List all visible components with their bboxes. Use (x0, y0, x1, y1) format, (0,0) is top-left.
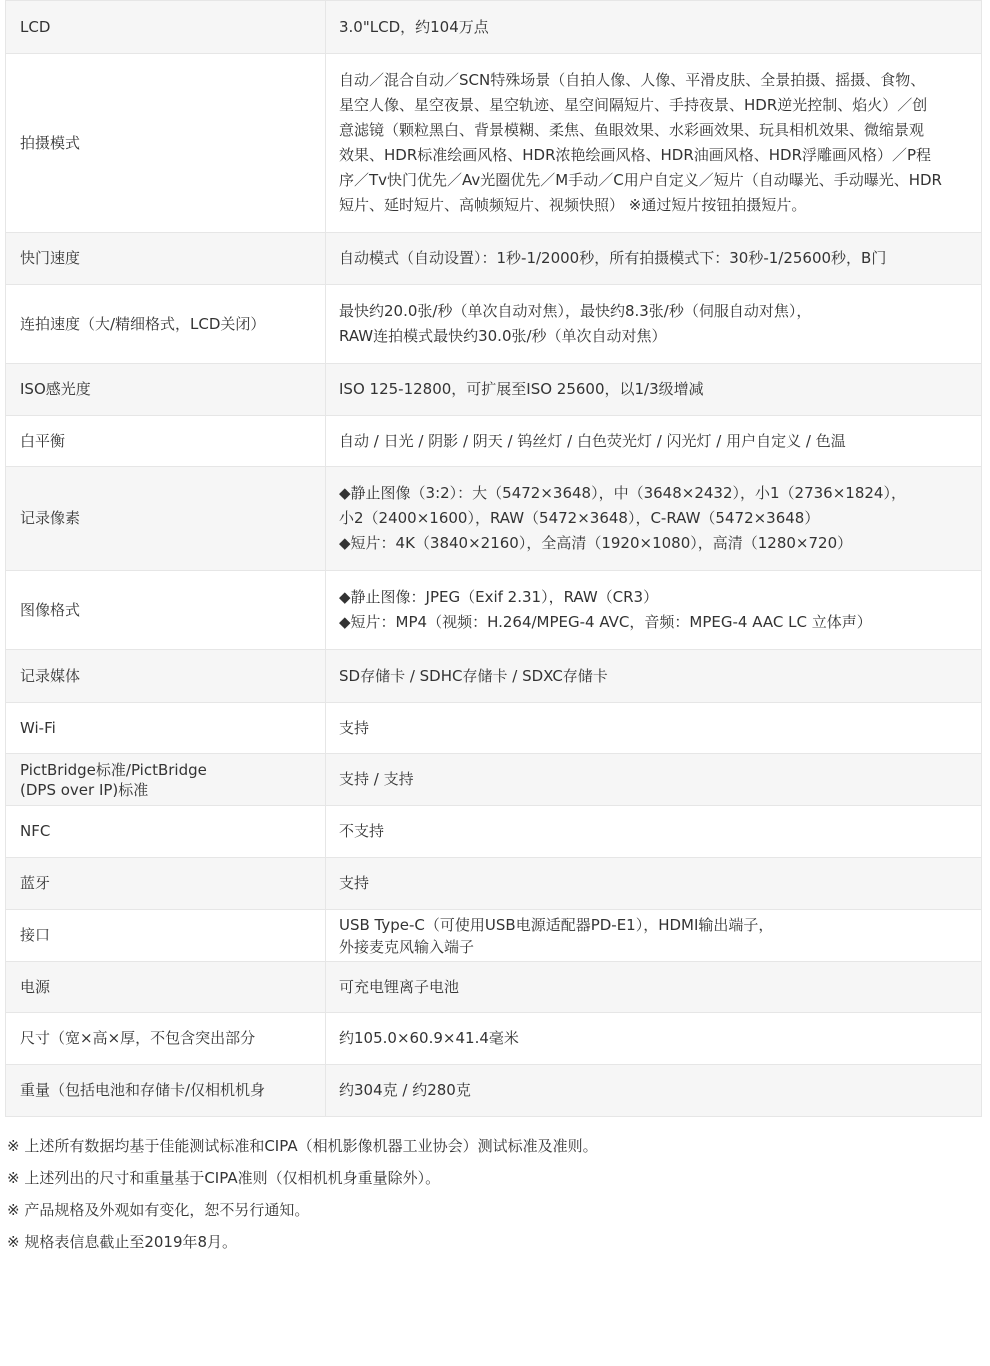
spec-value: SD存储卡 / SDHC存储卡 / SDXC存储卡 (326, 650, 982, 703)
spec-value-line: ◆静止图像：JPEG（Exif 2.31），RAW（CR3） (339, 588, 659, 606)
spec-label: 拍摄模式 (6, 54, 326, 233)
spec-label: 连拍速度（大/精细格式，LCD关闭） (6, 285, 326, 364)
spec-value: 自动模式（自动设置）：1秒-1/2000秒，所有拍摄模式下：30秒-1/25600秒，B门 (326, 233, 982, 285)
spec-value (326, 54, 982, 233)
spec-value-line: 自动／混合自动／SCN特殊场景（自拍人像、人像、平滑皮肤、全景拍摄、摇摄、食物、 (339, 71, 926, 89)
footnote: ※ 产品规格及外观如有变化，恕不另行通知。 (7, 1201, 310, 1219)
spec-value: 自动 / 日光 / 阴影 / 阴天 / 钨丝灯 / 白色荧光灯 / 闪光灯 / 用户自定义 / 色温 (326, 416, 982, 467)
spec-value-line: 最快约20.0张/秒（单次自动对焦），最快约8.3张/秒（伺服自动对焦）， (339, 302, 812, 320)
spec-value-line: 外接麦克风输入端子 (339, 937, 475, 956)
spec-label: 快门速度 (6, 233, 326, 285)
spec-value-line: 意滤镜（颗粒黑白、背景模糊、柔焦、鱼眼效果、水彩画效果、玩具相机效果、微缩景观 (339, 121, 925, 139)
spec-label: 蓝牙 (6, 858, 326, 910)
spec-value: 支持 (326, 703, 982, 754)
spec-label: 图像格式 (6, 571, 326, 650)
spec-value-line: 效果、HDR标准绘画风格、HDR浓艳绘画风格、HDR油画风格、HDR浮雕画风格）／P程 (339, 146, 932, 164)
spec-value-line: 短片、延时短片、高帧频短片、视频快照） ※通过短片按钮拍摄短片。 (339, 196, 807, 214)
spec-value: 约304克 / 约280克 (326, 1065, 982, 1117)
spec-label: 记录媒体 (6, 650, 326, 703)
spec-row-power (6, 962, 982, 1013)
spec-label: 白平衡 (6, 416, 326, 467)
spec-row-weight (6, 1065, 982, 1117)
spec-value-line: USB Type-C（可使用USB电源适配器PD-E1），HDMI输出端子， (339, 915, 774, 934)
spec-label: 重量（包括电池和存储卡/仅相机机身 (6, 1065, 326, 1117)
spec-row-lcd (6, 1, 982, 54)
spec-label: LCD (6, 1, 326, 54)
footnote: ※ 规格表信息截止至2019年8月。 (7, 1233, 238, 1251)
footnotes (7, 1130, 982, 1258)
spec-label: ISO感光度 (6, 364, 326, 416)
spec-label-line: PictBridge标准/PictBridge (20, 760, 207, 779)
spec-row-pictbridge (6, 754, 982, 806)
spec-value-line: 星空人像、星空夜景、星空轨迹、星空间隔短片、手持夜景、HDR逆光控制、焰火）／创 (339, 96, 928, 114)
spec-label: 尺寸（宽×高×厚，不包含突出部分 (6, 1013, 326, 1065)
spec-row-white-balance (6, 416, 982, 467)
spec-row-interface (6, 910, 982, 962)
spec-row-shutter-speed (6, 233, 982, 285)
spec-value-line: 序／Tv快门优先／Av光圈优先／M手动／C用户自定义／短片（自动曝光、手动曝光、HDR (339, 171, 942, 189)
spec-value: 不支持 (326, 806, 982, 858)
spec-value (326, 467, 982, 571)
spec-value (326, 910, 982, 962)
spec-label (6, 754, 326, 806)
spec-value-line: 小2（2400×1600），RAW（5472×3648），C-RAW（5472×3648） (339, 509, 820, 527)
spec-label: NFC (6, 806, 326, 858)
spec-label: 记录像素 (6, 467, 326, 571)
spec-row-shooting-mode (6, 54, 982, 233)
spec-row-burst-speed (6, 285, 982, 364)
spec-row-image-format (6, 571, 982, 650)
spec-value: 支持 (326, 858, 982, 910)
spec-row-bluetooth (6, 858, 982, 910)
spec-value: 可充电锂离子电池 (326, 962, 982, 1013)
spec-value: 3.0"LCD，约104万点 (326, 1, 982, 54)
spec-row-recording-pixels (6, 467, 982, 571)
spec-row-iso (6, 364, 982, 416)
spec-value: 约105.0×60.9×41.4毫米 (326, 1013, 982, 1065)
spec-row-recording-media (6, 650, 982, 703)
spec-value: ISO 125-12800，可扩展至ISO 25600，以1/3级增减 (326, 364, 982, 416)
footnote: ※ 上述所有数据均基于佳能测试标准和CIPA（相机影像机器工业协会）测试标准及准则。 (7, 1137, 598, 1155)
spec-value: 支持 / 支持 (326, 754, 982, 806)
spec-row-dimensions (6, 1013, 982, 1065)
spec-label: Wi-Fi (6, 703, 326, 754)
spec-value-line: RAW连拍模式最快约30.0张/秒（单次自动对焦） (339, 327, 667, 345)
spec-value (326, 285, 982, 364)
spec-value-line: ◆短片：4K（3840×2160），全高清（1920×1080），高清（1280×720） (339, 534, 853, 552)
spec-label: 接口 (6, 910, 326, 962)
spec-value-line: ◆短片：MP4（视频：H.264/MPEG-4 AVC，音频：MPEG-4 AAC LC 立体声） (339, 613, 872, 631)
spec-value-line: ◆静止图像（3:2）：大（5472×3648），中（3648×2432），小1（2736×1824）， (339, 484, 906, 502)
spec-label-line: (DPS over IP)标准 (20, 780, 149, 799)
spec-row-wifi (6, 703, 982, 754)
spec-value (326, 571, 982, 650)
footnote: ※ 上述列出的尺寸和重量基于CIPA准则（仅相机机身重量除外）。 (7, 1169, 441, 1187)
spec-label: 电源 (6, 962, 326, 1013)
spec-row-nfc (6, 806, 982, 858)
spec-table (5, 0, 982, 1117)
